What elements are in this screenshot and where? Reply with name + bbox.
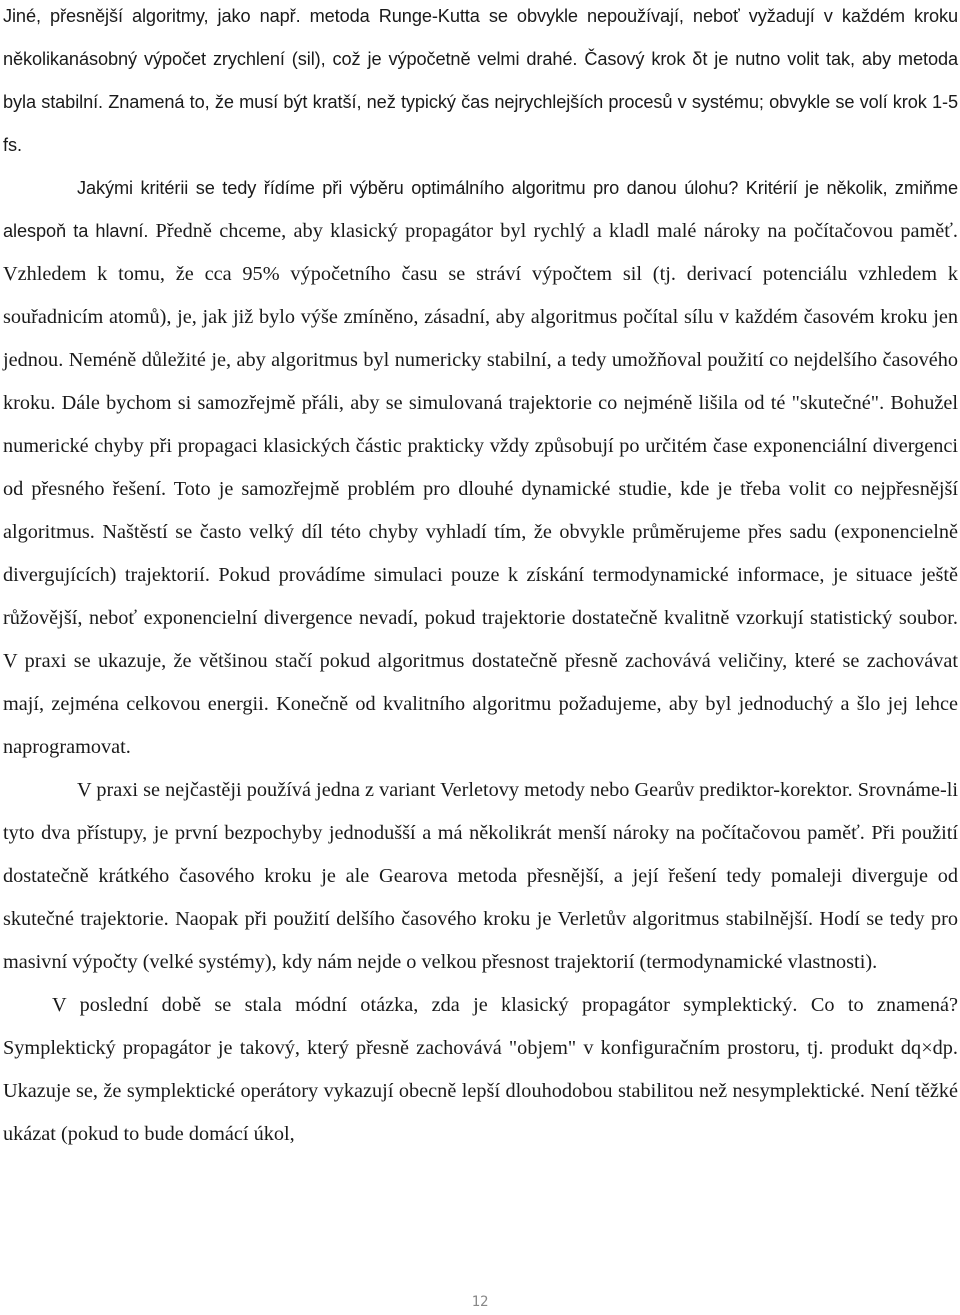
page-number: 12 — [471, 1294, 489, 1310]
paragraph-2-serif-text: Předně chceme, aby klasický propagátor byl rychlý a kladl malé nároky na počítačovou paměť. Vzhledem k tomu, že cca 95% výpočetního času se stráví výpočtem sil (tj. derivací potenciálu vzhledem k souřadnicím atomů), je, jak již bylo výše zmíněno, zásadní, aby algoritmus počítal sílu v každém časovém kroku jen jednou. Neméně důležité je, aby algoritmus byl numericky stabilní, a tedy umožňoval použití co nejdelšího časového kroku. Dále bychom si samozřejmě přáli, aby se simulovaná trajektorie co nejméně lišila od té "skutečné". Bohužel numerické chyby při propagaci klasických částic prakticky vždy způsobují po určitém čase exponenciální divergenci od přesného řešení. Toto je samozřejmě problém pro dlouhé dynamické studie, kde je třeba volit co nejpřesnější algoritmus. Naštěstí se často velký díl této chyby vyhladí tím, že obvykle průměrujeme přes sadu (exponencielně divergujících) trajektorií. Pokud provádíme simulaci pouze k získání termodynamické informace, je situace ještě růžovější, neboť exponencielní divergence nevadí, pokud trajektorie dostatečně kvalitně vzorkují statistický soubor. V praxi se ukazuje, že většinou stačí pokud algoritmus dostatečně přesně zachovává veličiny, které se zachovávat mají, zejména celkovou energii. Konečně od kvalitního algoritmu požadujeme, aby byl jednoduchý a šlo jej lehce naprogramovat. — [3, 220, 958, 758]
paragraph-2-sans-text: Jakými kritérii se tedy řídíme při výběru optimálního algoritmu pro danou úlohu? Kritérií je několik, zmiňme alespoň ta hlavní. — [3, 178, 958, 241]
paragraph-algorithm-criteria — [3, 167, 958, 769]
paragraph-4-text: V poslední době se stala módní otázka, zda je klasický propagátor symplektický. Co to znamená? Symplektický propagátor je takový, který přesně zachovává "objem" v konfiguračním prostoru, tj. produkt dq×dp. Ukazuje se, že symplektické operátory vykazují obecně lepší dlouhodobou stabilitou než nesymplektické. Není těžké ukázat (pokud to bude domácí úkol, — [3, 994, 958, 1145]
paragraph-integration-methods — [3, 0, 958, 167]
paragraph-verlet-gear — [3, 769, 958, 984]
document-page — [3, 0, 958, 1161]
paragraph-3-text: V praxi se nejčastěji používá jedna z variant Verletovy metody nebo Gearův prediktor-korektor. Srovnáme-li tyto dva přístupy, je první bezpochyby jednodušší a má několikrát menší nároky na počítačovou paměť. Při použití dostatečně krátkého časového kroku je ale Gearova metoda přesnější, a její řešení tedy pomaleji diverguje od skutečné trajektorie. Naopak při použití delšího časového kroku je Verletův algoritmus stabilnější. Hodí se tedy pro masivní výpočty (velké systémy), kdy nám nejde o velkou přesnost trajektorií (termodynamické vlastnosti). — [3, 779, 958, 973]
paragraph-symplectic — [3, 984, 958, 1156]
paragraph-1-text: Jiné, přesnější algoritmy, jako např. metoda Runge-Kutta se obvykle nepoužívají, neboť vyžadují v každém kroku několikanásobný výpočet zrychlení (sil), což je výpočetně velmi drahé. Časový krok δt je nutno volit tak, aby metoda byla stabilní. Znamená to, že musí být kratší, než typický čas nejrychlejších procesů v systému; obvykle se volí krok 1-5 fs. — [3, 6, 958, 155]
